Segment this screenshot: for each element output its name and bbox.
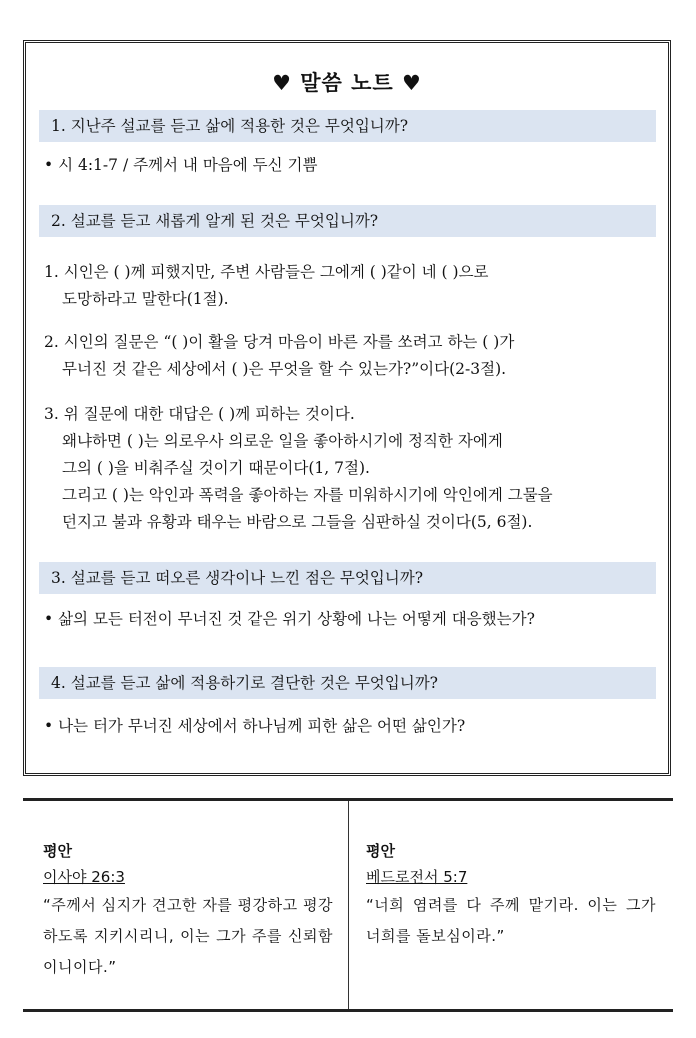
question-4: 4. 설교를 듣고 삶에 적용하기로 결단한 것은 무엇입니까? bbox=[39, 667, 656, 699]
fill-in-line: 그의 ( )을 비춰주실 것이기 때문이다(1, 7절). bbox=[62, 459, 370, 477]
verse-column-divider bbox=[348, 801, 349, 1009]
verse-heading: 평안 bbox=[43, 842, 72, 860]
sermon-notes-box bbox=[23, 40, 671, 776]
answer-1: • 시 4:1-7 / 주께서 내 마음에 두신 기쁨 bbox=[44, 156, 318, 174]
fill-in-line: 무너진 것 같은 세상에서 ( )은 무엇을 할 수 있는가?”이다(2-3절). bbox=[62, 360, 507, 378]
fill-in-item-3 bbox=[44, 401, 654, 536]
fill-in-line: 1. 시인은 ( )께 피했지만, 주변 사람들은 그에게 ( )같이 네 ( )으로 bbox=[44, 263, 489, 281]
verse-table-bottom-rule bbox=[23, 1009, 673, 1012]
verse-heading: 평안 bbox=[366, 842, 395, 860]
answer-4: • 나는 터가 무너진 세상에서 하나님께 피한 삶은 어떤 삶인가? bbox=[44, 717, 466, 735]
verse-card-right bbox=[366, 838, 656, 952]
notes-title: ♥ 말씀 노트 ♥ bbox=[272, 71, 422, 95]
verse-text: “너희 염려를 다 주께 맡기라. 이는 그가 너희를 돌보심이라.” bbox=[366, 896, 656, 945]
fill-in-line: 2. 시인의 질문은 “( )이 활을 당겨 마음이 바른 자를 쏘려고 하는 ( )가 bbox=[44, 333, 515, 351]
verse-text: “주께서 심지가 견고한 자를 평강하고 평강하도록 지키시리니, 이는 그가 주를 신뢰함이니이다.” bbox=[43, 896, 333, 976]
answer-3: • 삶의 모든 터전이 무너진 것 같은 위기 상황에 나는 어떻게 대응했는가? bbox=[44, 610, 535, 628]
fill-in-item-2 bbox=[44, 329, 654, 383]
question-1: 1. 지난주 설교를 듣고 삶에 적용한 것은 무엇입니까? bbox=[39, 110, 656, 142]
verse-reference: 이사야 26:3 bbox=[43, 868, 125, 886]
fill-in-line: 그리고 ( )는 악인과 폭력을 좋아하는 자를 미워하시기에 악인에게 그물을 bbox=[62, 486, 553, 504]
verse-reference: 베드로전서 5:7 bbox=[366, 868, 468, 886]
fill-in-line: 도망하라고 말한다(1절). bbox=[62, 290, 229, 308]
fill-in-line: 왜냐하면 ( )는 의로우사 의로운 일을 좋아하시기에 정직한 자에게 bbox=[62, 432, 503, 450]
question-2: 2. 설교를 듣고 새롭게 알게 된 것은 무엇입니까? bbox=[39, 205, 656, 237]
fill-in-line: 던지고 불과 유황과 태우는 바람으로 그들을 심판하실 것이다(5, 6절). bbox=[62, 513, 533, 531]
fill-in-item-1 bbox=[44, 259, 654, 313]
question-3: 3. 설교를 듣고 떠오른 생각이나 느낀 점은 무엇입니까? bbox=[39, 562, 656, 594]
fill-in-line: 3. 위 질문에 대한 대답은 ( )께 피하는 것이다. bbox=[44, 405, 355, 423]
verse-card-left bbox=[43, 838, 333, 983]
